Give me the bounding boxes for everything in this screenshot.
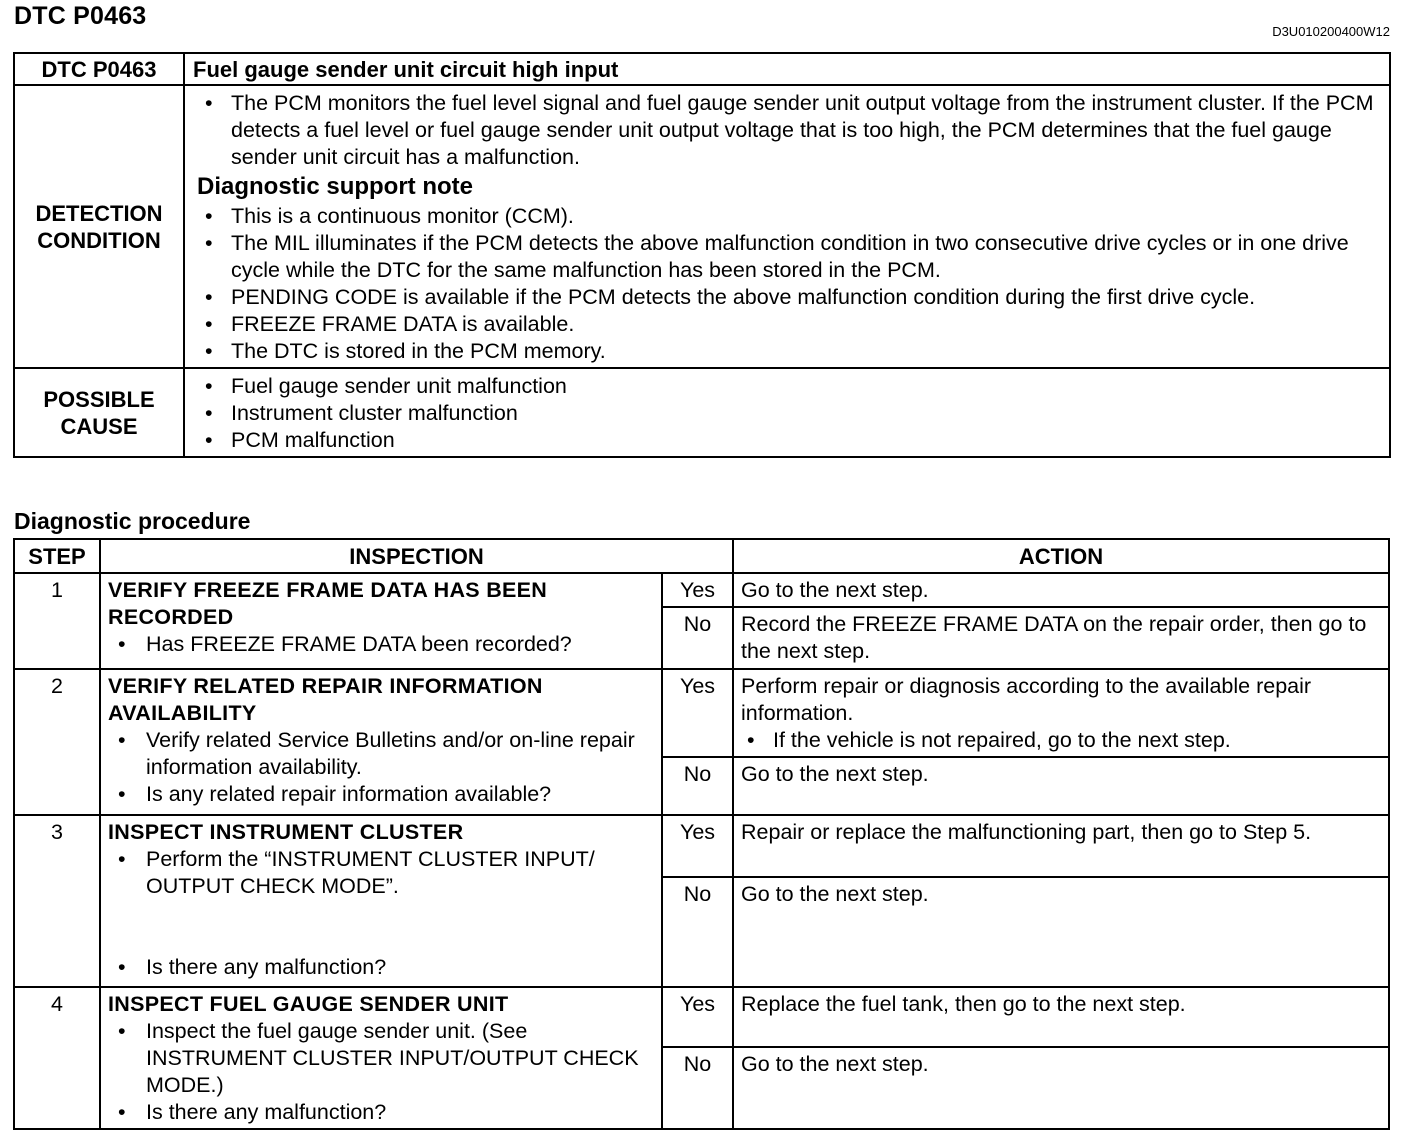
list-item: • Is any related repair information available? [108,781,655,808]
yes-action: Repair or replace the malfunctioning part, then go to Step 5. [733,815,1389,877]
possible-cause-content [184,368,1390,457]
inspection-heading: INSPECT INSTRUMENT CLUSTER [108,820,464,844]
step-number: 4 [14,987,100,1129]
diagnostic-procedure-table [13,538,1390,1130]
detection-label-line2: CONDITION [37,227,161,253]
list-item: • Has FREEZE FRAME DATA been recorded? [108,631,655,658]
column-header-action: ACTION [733,539,1389,573]
procedure-header-row [14,539,1389,573]
inspection-heading: VERIFY FREEZE FRAME DATA HAS BEEN RECORDED [108,578,548,629]
inspection-heading: VERIFY RELATED REPAIR INFORMATION AVAILABILITY [108,674,543,725]
list-item: • This is a continuous monitor (CCM). [199,203,1381,230]
yes-action: Go to the next step. [733,573,1389,607]
list-item: • Is there any malfunction? [108,954,655,981]
table-row [14,987,1389,1047]
list-item: • The DTC is stored in the PCM memory. [199,338,1381,365]
detection-label-line1: DETECTION [35,200,163,226]
inspection-cell [100,815,662,987]
inspection-cell [100,573,662,669]
no-label: No [662,757,733,815]
list-item: • PENDING CODE is available if the PCM detects the above malfunction condition during the first drive cycle. [199,284,1381,311]
list-item: • Fuel gauge sender unit malfunction [199,373,1381,400]
column-header-step: STEP [14,539,100,573]
dtc-code-cell: DTC P0463 [14,53,184,85]
dtc-row [14,53,1390,85]
list-item: • If the vehicle is not repaired, go to the next step. [741,727,1382,754]
yes-action: Replace the fuel tank, then go to the next step. [733,987,1389,1047]
no-label: No [662,607,733,669]
table-row [14,573,1389,607]
possible-cause-label [14,368,184,457]
inspection-heading: INSPECT FUEL GAUGE SENDER UNIT [108,992,509,1016]
list-item: • The MIL illuminates if the PCM detects the above malfunction condition in two consecutive drive cycles or in one drive cycle while the DTC for the same malfunction has been stored in the PCM. [199,230,1381,284]
detection-condition-content [184,85,1390,368]
list-item: • PCM malfunction [199,427,1381,454]
list-item: • Inspect the fuel gauge sender unit. (See INSTRUMENT CLUSTER INPUT/OUTPUT CHECK MODE.) [108,1018,655,1099]
yes-label: Yes [662,987,733,1047]
procedure-title: Diagnostic procedure [14,508,251,534]
support-note-list [199,203,1381,365]
yes-label: Yes [662,815,733,877]
list-item: • Is there any malfunction? [108,1099,655,1126]
cause-label-line1: POSSIBLE [43,386,155,412]
detection-condition-row [14,85,1390,368]
inspection-cell [100,987,662,1129]
inspection-cell [100,669,662,815]
cause-label-line2: CAUSE [60,413,138,439]
no-action: Go to the next step. [733,877,1389,987]
dtc-description: Fuel gauge sender unit circuit high input [184,53,1390,85]
list-item: • Perform the “INSTRUMENT CLUSTER INPUT/ OUTPUT CHECK MODE”. [108,846,655,900]
no-label: No [662,1047,733,1129]
support-note-heading: Diagnostic support note [197,173,473,200]
step-number: 2 [14,669,100,815]
step-number: 3 [14,815,100,987]
no-label: No [662,877,733,987]
possible-cause-row [14,368,1390,457]
dtc-summary-table [13,52,1391,458]
list-item: • FREEZE FRAME DATA is available. [199,311,1381,338]
yes-action: Perform repair or diagnosis according to the available repair information. [741,674,1312,725]
column-header-inspection: INSPECTION [100,539,733,573]
no-action: Go to the next step. [733,757,1389,815]
cause-list [199,373,1381,454]
yes-label: Yes [662,573,733,607]
no-action: Record the FREEZE FRAME DATA on the repair order, then go to the next step. [733,607,1389,669]
document-code: D3U010200400W12 [1272,24,1390,39]
no-action: Go to the next step. [733,1047,1389,1129]
table-row [14,669,1389,757]
page-title: DTC P0463 [14,2,147,30]
yes-action-cell [733,669,1389,757]
table-row [14,815,1389,877]
list-item: • Verify related Service Bulletins and/or on-line repair information availability. [108,727,655,781]
detection-intro: • The PCM monitors the fuel level signal and fuel gauge sender unit output voltage from the instrument cluster. If the PCM detects a fuel level or fuel gauge sender unit output voltage that is too high, the PCM determines that the fuel gauge sender unit circuit has a malfunction. [199,90,1381,171]
yes-label: Yes [662,669,733,757]
list-item: • Instrument cluster malfunction [199,400,1381,427]
detection-condition-label [14,85,184,368]
step-number: 1 [14,573,100,669]
